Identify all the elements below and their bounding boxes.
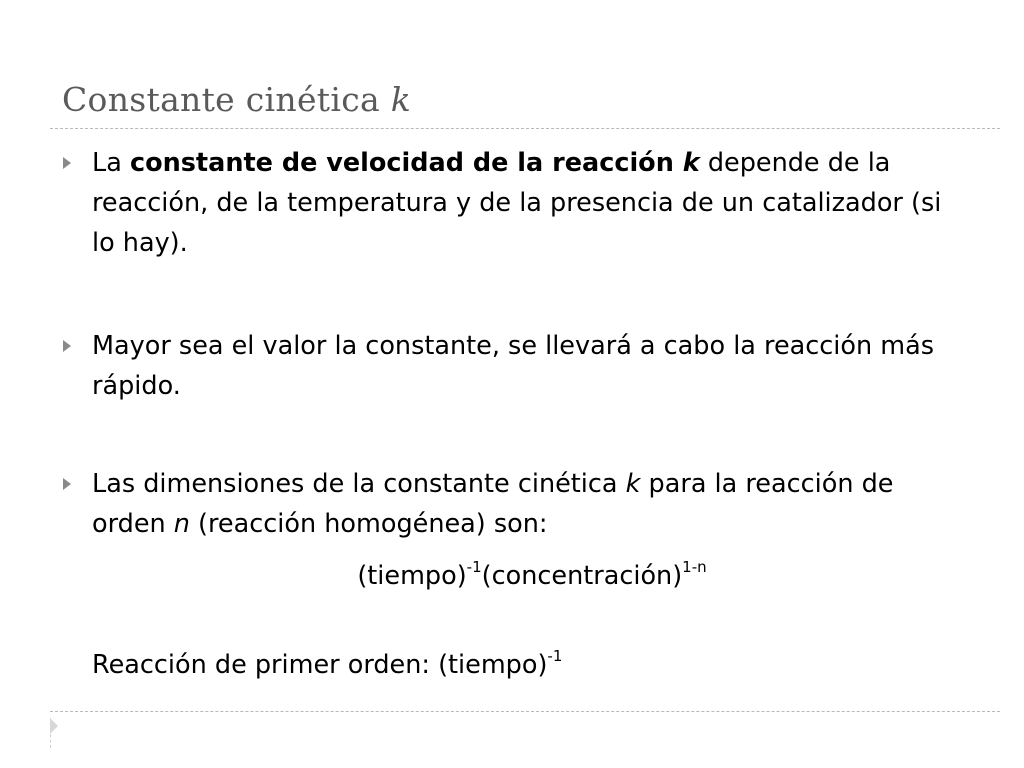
- bullet-1-k: k: [682, 148, 700, 178]
- first-order-exp: -1: [547, 646, 563, 665]
- bullet-1-text-b: depende de la reacción, de la temperatura y de la presencia de un catalizador (si lo hay).: [92, 148, 942, 258]
- title-divider: [50, 128, 1000, 129]
- bullet-triangle-icon: [63, 340, 71, 352]
- bullet-3-text-c: (reacción homogénea) son:: [189, 509, 548, 539]
- formula-base-1: (tiempo): [357, 561, 467, 591]
- bullet-triangle-icon: [63, 157, 71, 169]
- slide-title-text: Constante cinética: [62, 80, 391, 119]
- first-order-line: [92, 645, 972, 685]
- bullet-1-bold: constante de velocidad de la reacción: [129, 148, 683, 178]
- bullet-3-text-a: Las dimensiones de la constante cinética: [92, 469, 626, 499]
- formula-exp-1: -1: [466, 557, 482, 576]
- bullet-3-k: k: [625, 469, 641, 499]
- bullet-1: [92, 143, 972, 263]
- first-order-text: Reacción de primer orden: (tiempo): [92, 650, 548, 680]
- bullet-3: [92, 464, 972, 544]
- footer-triangle-icon: [50, 718, 58, 734]
- formula-exp-2: 1-n: [682, 557, 707, 576]
- bullet-3-n: n: [173, 509, 190, 539]
- slide-title-k: k: [390, 80, 412, 119]
- bullet-2: [92, 326, 972, 406]
- bullet-3-text-b: para la reacción de orden: [92, 469, 894, 539]
- footer-divider: [50, 711, 1000, 712]
- dimensions-formula: [92, 556, 972, 596]
- formula-base-2: (concentración): [481, 561, 683, 591]
- bullet-2-text: Mayor sea el valor la constante, se llevará a cabo la reacción más rápido.: [92, 331, 934, 401]
- slide-title: [62, 80, 411, 119]
- bullet-triangle-icon: [63, 478, 71, 490]
- bullet-1-text-a: La: [92, 148, 130, 178]
